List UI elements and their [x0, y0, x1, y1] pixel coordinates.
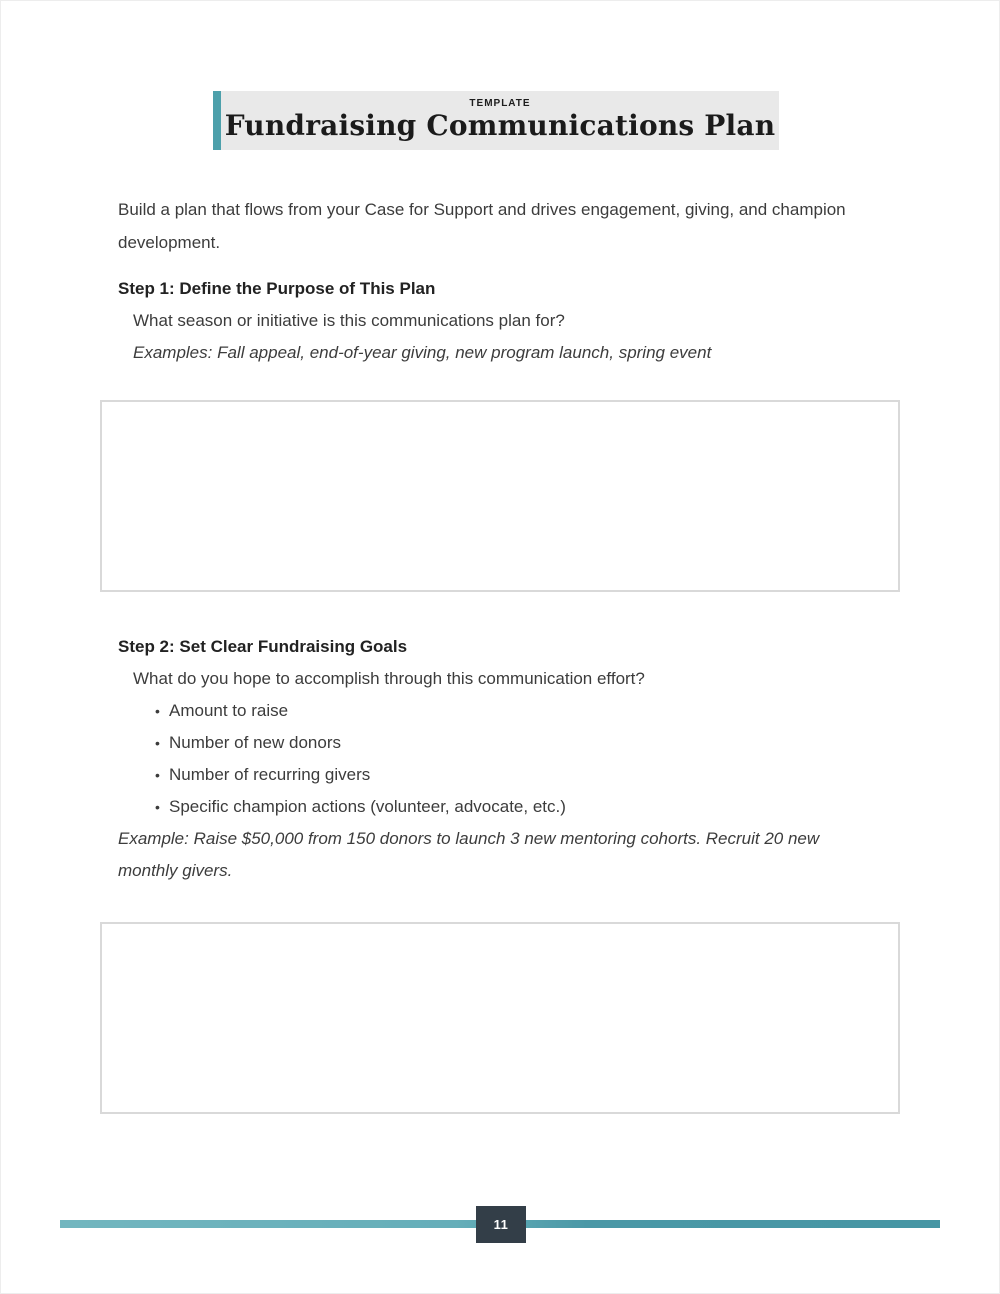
step-1-heading: Step 1: Define the Purpose of This Plan: [118, 279, 436, 298]
goal-bullet-item: • Number of new donors: [155, 727, 888, 759]
step-1-section: [118, 273, 888, 369]
step-2-answer-box[interactable]: [100, 922, 900, 1114]
step-1-answer-box[interactable]: [100, 400, 900, 592]
goal-bullet-item: • Specific champion actions (volunteer, advocate, etc.): [155, 791, 888, 823]
step-2-example: Example: Raise $50,000 from 150 donors to launch 3 new mentoring cohorts. Recruit 20 new monthly givers.: [118, 829, 820, 880]
header-banner: [213, 91, 779, 150]
page-number-badge: 11: [476, 1206, 526, 1243]
page-title: Fundraising Communications Plan: [224, 109, 776, 142]
step-2-question: What do you hope to accomplish through this communication effort?: [133, 669, 645, 688]
step-2-heading: Step 2: Set Clear Fundraising Goals: [118, 637, 408, 656]
step-1-example: Examples: Fall appeal, end-of-year giving, new program launch, spring event: [133, 343, 712, 362]
step-1-question: What season or initiative is this communications plan for?: [133, 311, 565, 330]
header-badge: TEMPLATE: [469, 98, 531, 109]
intro-paragraph: Build a plan that flows from your Case for Support and drives engagement, giving, and champion development.: [118, 200, 846, 252]
goal-bullet-list: [118, 695, 888, 823]
step-2-section: [118, 631, 888, 887]
goal-bullet-item: • Amount to raise: [155, 695, 888, 727]
goal-bullet-item: • Number of recurring givers: [155, 759, 888, 791]
